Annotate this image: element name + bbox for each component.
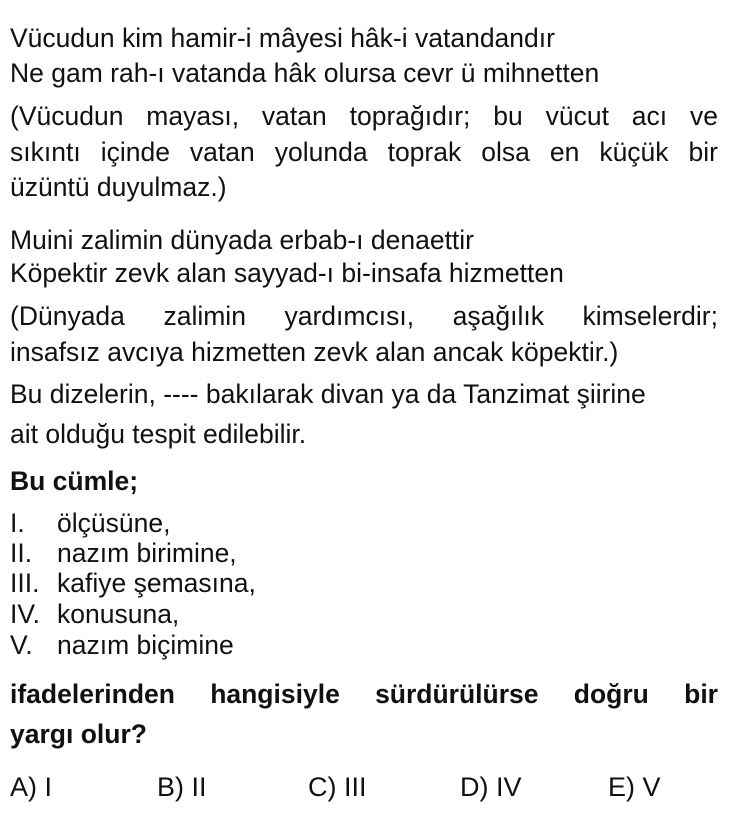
item-text: konusuna, xyxy=(57,599,180,629)
explanation2-line2: insafsız avcıya hizmetten zevk alan ancak köpektir.) xyxy=(10,337,619,367)
list-item xyxy=(10,507,170,539)
explanation1-line2: sıkıntı içinde vatan yolunda toprak olsa en küçük bir xyxy=(10,137,718,167)
list-item xyxy=(10,567,256,599)
item-text: nazım birimine, xyxy=(57,538,237,568)
poem1-line1: Vücudun kim hamir-i mâyesi hâk-i vatandandır xyxy=(10,23,555,53)
choice-d[interactable]: D) IV xyxy=(460,772,522,802)
item-numeral: I. xyxy=(10,508,25,538)
statement-line1: Bu dizelerin, ---- bakılarak divan ya da Tanzimat şiirine xyxy=(10,379,646,409)
list-item xyxy=(10,537,237,569)
item-text: nazım biçimine xyxy=(57,630,234,660)
item-text: kafiye şemasına, xyxy=(57,568,256,598)
question-line2: yargı olur? xyxy=(10,719,147,749)
item-numeral: III. xyxy=(10,568,40,598)
explanation1-line3: üzüntü duyulmaz.) xyxy=(10,172,227,202)
item-numeral: IV. xyxy=(10,599,40,629)
poem2-line2: Köpektir zevk alan sayyad-ı bi-insafa hizmetten xyxy=(10,258,564,288)
poem1-line2: Ne gam rah-ı vatanda hâk olursa cevr ü mihnetten xyxy=(10,58,600,88)
explanation1-line1: (Vücudun mayası, vatan toprağıdır; bu vücut acı ve xyxy=(10,101,718,131)
question-line1: ifadelerinden hangisiyle sürdürülürse doğru bir xyxy=(10,679,718,709)
statement-line2: ait olduğu tespit edilebilir. xyxy=(10,419,307,449)
poem2-line1: Muini zalimin dünyada erbab-ı denaettir xyxy=(10,225,475,255)
list-item xyxy=(10,629,234,661)
list-item xyxy=(10,598,179,630)
item-text: ölçüsüne, xyxy=(57,508,171,538)
explanation2-line1: (Dünyada zalimin yardımcısı, aşağılık kimselerdir; xyxy=(10,301,718,331)
choice-e[interactable]: E) V xyxy=(608,772,661,802)
choice-c[interactable]: C) III xyxy=(308,772,367,802)
choice-b[interactable]: B) II xyxy=(157,772,207,802)
item-numeral: II. xyxy=(10,538,33,568)
question-prompt: Bu cümle; xyxy=(10,466,139,496)
item-numeral: V. xyxy=(10,630,33,660)
choice-a[interactable]: A) I xyxy=(10,772,53,802)
